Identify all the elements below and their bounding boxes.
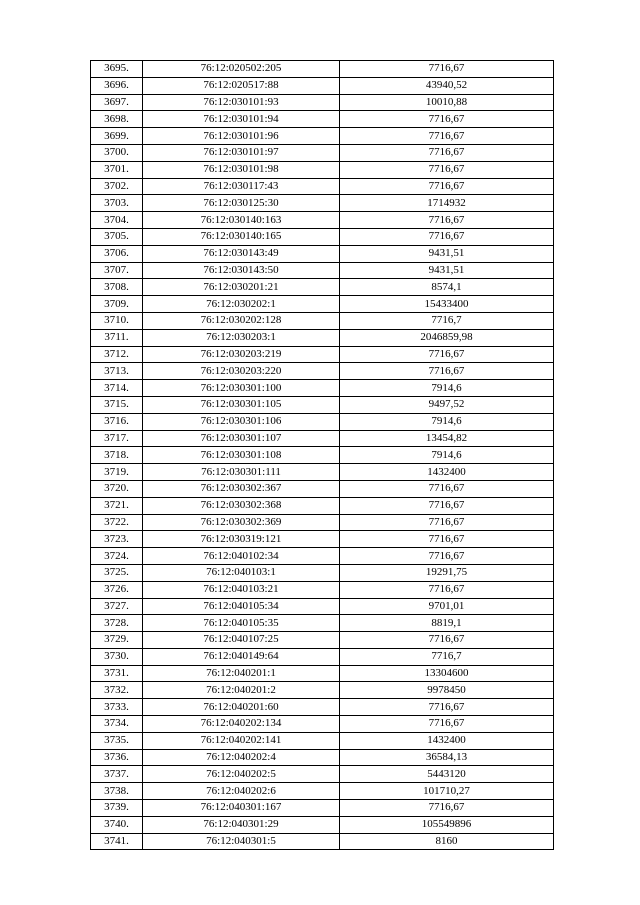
- value-cell: 1714932: [340, 195, 554, 212]
- value-cell: 1432400: [340, 732, 554, 749]
- row-number-cell: 3733.: [91, 699, 143, 716]
- row-number-cell: 3705.: [91, 228, 143, 245]
- table-row: [91, 749, 554, 766]
- value-cell: 7914,6: [340, 380, 554, 397]
- table-row: [91, 581, 554, 598]
- row-number-cell: 3702.: [91, 178, 143, 195]
- table-row: [91, 598, 554, 615]
- value-cell: 7716,67: [340, 548, 554, 565]
- cadastral-number-cell: 76:12:040103:21: [143, 581, 340, 598]
- row-number-cell: 3737.: [91, 766, 143, 783]
- cadastral-number-cell: 76:12:030203:1: [143, 329, 340, 346]
- row-number-cell: 3729.: [91, 632, 143, 649]
- row-number-cell: 3725.: [91, 564, 143, 581]
- cadastral-number-cell: 76:12:040107:25: [143, 632, 340, 649]
- row-number-cell: 3724.: [91, 548, 143, 565]
- row-number-cell: 3695.: [91, 61, 143, 78]
- table-row: [91, 111, 554, 128]
- table-row: [91, 564, 554, 581]
- row-number-cell: 3711.: [91, 329, 143, 346]
- value-cell: 7716,67: [340, 800, 554, 817]
- table-row: [91, 396, 554, 413]
- cadastral-number-cell: 76:12:030301:107: [143, 430, 340, 447]
- value-cell: 43940,52: [340, 77, 554, 94]
- table-row: [91, 61, 554, 78]
- row-number-cell: 3722.: [91, 514, 143, 531]
- table-row: [91, 279, 554, 296]
- cadastral-number-cell: 76:12:030101:97: [143, 144, 340, 161]
- table-row: [91, 262, 554, 279]
- cadastral-number-cell: 76:12:030101:98: [143, 161, 340, 178]
- value-cell: 36584,13: [340, 749, 554, 766]
- row-number-cell: 3731.: [91, 665, 143, 682]
- value-cell: 2046859,98: [340, 329, 554, 346]
- cadastral-number-cell: 76:12:030202:128: [143, 312, 340, 329]
- value-cell: 9701,01: [340, 598, 554, 615]
- value-cell: 7716,67: [340, 228, 554, 245]
- table-row: [91, 632, 554, 649]
- row-number-cell: 3719.: [91, 464, 143, 481]
- row-number-cell: 3738.: [91, 783, 143, 800]
- value-cell: 15433400: [340, 296, 554, 313]
- cadastral-number-cell: 76:12:040201:1: [143, 665, 340, 682]
- cadastral-number-cell: 76:12:030301:106: [143, 413, 340, 430]
- value-cell: 7716,7: [340, 312, 554, 329]
- value-cell: 7914,6: [340, 413, 554, 430]
- row-number-cell: 3716.: [91, 413, 143, 430]
- table-row: [91, 766, 554, 783]
- table-row: [91, 732, 554, 749]
- cadastral-number-cell: 76:12:030301:100: [143, 380, 340, 397]
- cadastral-number-cell: 76:12:030301:105: [143, 396, 340, 413]
- value-cell: 7716,67: [340, 363, 554, 380]
- row-number-cell: 3739.: [91, 800, 143, 817]
- row-number-cell: 3700.: [91, 144, 143, 161]
- value-cell: 8574,1: [340, 279, 554, 296]
- cadastral-number-cell: 76:12:030125:30: [143, 195, 340, 212]
- cadastral-number-cell: 76:12:040105:35: [143, 615, 340, 632]
- value-cell: 7716,67: [340, 346, 554, 363]
- table-row: [91, 833, 554, 850]
- table-row: [91, 615, 554, 632]
- cadastral-number-cell: 76:12:040201:60: [143, 699, 340, 716]
- value-cell: 7716,67: [340, 111, 554, 128]
- row-number-cell: 3740.: [91, 816, 143, 833]
- cadastral-number-cell: 76:12:040105:34: [143, 598, 340, 615]
- cadastral-number-cell: 76:12:040149:64: [143, 648, 340, 665]
- cadastral-number-cell: 76:12:020502:205: [143, 61, 340, 78]
- cadastral-number-cell: 76:12:030301:111: [143, 464, 340, 481]
- table-row: [91, 548, 554, 565]
- table-row: [91, 296, 554, 313]
- cadastral-number-cell: 76:12:040202:4: [143, 749, 340, 766]
- table-row: [91, 531, 554, 548]
- value-cell: 8819,1: [340, 615, 554, 632]
- table-row: [91, 178, 554, 195]
- value-cell: 9431,51: [340, 262, 554, 279]
- row-number-cell: 3701.: [91, 161, 143, 178]
- value-cell: 7716,67: [340, 632, 554, 649]
- cadastral-number-cell: 76:12:030302:369: [143, 514, 340, 531]
- cadastral-number-cell: 76:12:030117:43: [143, 178, 340, 195]
- value-cell: 7716,67: [340, 61, 554, 78]
- table-row: [91, 346, 554, 363]
- value-cell: 7716,67: [340, 161, 554, 178]
- row-number-cell: 3732.: [91, 682, 143, 699]
- row-number-cell: 3710.: [91, 312, 143, 329]
- table-row: [91, 413, 554, 430]
- row-number-cell: 3703.: [91, 195, 143, 212]
- cadastral-number-cell: 76:12:040301:5: [143, 833, 340, 850]
- row-number-cell: 3720.: [91, 480, 143, 497]
- cadastral-number-cell: 76:12:030302:368: [143, 497, 340, 514]
- cadastral-number-cell: 76:12:040201:2: [143, 682, 340, 699]
- value-cell: 7716,67: [340, 716, 554, 733]
- value-cell: 105549896: [340, 816, 554, 833]
- value-cell: 7716,67: [340, 212, 554, 229]
- row-number-cell: 3727.: [91, 598, 143, 615]
- row-number-cell: 3713.: [91, 363, 143, 380]
- cadastral-number-cell: 76:12:020517:88: [143, 77, 340, 94]
- table-row: [91, 228, 554, 245]
- table-row: [91, 648, 554, 665]
- value-cell: 7716,7: [340, 648, 554, 665]
- cadastral-number-cell: 76:12:040202:141: [143, 732, 340, 749]
- table-row: [91, 161, 554, 178]
- table-row: [91, 497, 554, 514]
- row-number-cell: 3704.: [91, 212, 143, 229]
- row-number-cell: 3734.: [91, 716, 143, 733]
- value-cell: 7716,67: [340, 178, 554, 195]
- value-cell: 101710,27: [340, 783, 554, 800]
- table-row: [91, 682, 554, 699]
- row-number-cell: 3697.: [91, 94, 143, 111]
- value-cell: 7716,67: [340, 144, 554, 161]
- row-number-cell: 3736.: [91, 749, 143, 766]
- table-row: [91, 665, 554, 682]
- row-number-cell: 3708.: [91, 279, 143, 296]
- value-cell: 13454,82: [340, 430, 554, 447]
- document-page: [90, 60, 553, 850]
- table-row: [91, 447, 554, 464]
- row-number-cell: 3715.: [91, 396, 143, 413]
- row-number-cell: 3699.: [91, 128, 143, 145]
- cadastral-number-cell: 76:12:040103:1: [143, 564, 340, 581]
- value-cell: 9431,51: [340, 245, 554, 262]
- cadastral-number-cell: 76:12:040301:29: [143, 816, 340, 833]
- cadastral-number-cell: 76:12:030203:219: [143, 346, 340, 363]
- row-number-cell: 3728.: [91, 615, 143, 632]
- row-number-cell: 3718.: [91, 447, 143, 464]
- cadastral-number-cell: 76:12:030140:163: [143, 212, 340, 229]
- table-row: [91, 94, 554, 111]
- table-row: [91, 77, 554, 94]
- cadastral-number-cell: 76:12:030202:1: [143, 296, 340, 313]
- cadastral-value-table: [90, 60, 554, 850]
- row-number-cell: 3735.: [91, 732, 143, 749]
- row-number-cell: 3717.: [91, 430, 143, 447]
- row-number-cell: 3706.: [91, 245, 143, 262]
- table-row: [91, 195, 554, 212]
- table-row: [91, 363, 554, 380]
- cadastral-number-cell: 76:12:040202:5: [143, 766, 340, 783]
- value-cell: 7914,6: [340, 447, 554, 464]
- value-cell: 7716,67: [340, 699, 554, 716]
- cadastral-number-cell: 76:12:030301:108: [143, 447, 340, 464]
- row-number-cell: 3730.: [91, 648, 143, 665]
- table-row: [91, 800, 554, 817]
- table-row: [91, 699, 554, 716]
- cadastral-number-cell: 76:12:040202:134: [143, 716, 340, 733]
- cadastral-number-cell: 76:12:030143:50: [143, 262, 340, 279]
- table-row: [91, 144, 554, 161]
- value-cell: 10010,88: [340, 94, 554, 111]
- value-cell: 13304600: [340, 665, 554, 682]
- value-cell: 8160: [340, 833, 554, 850]
- value-cell: 1432400: [340, 464, 554, 481]
- table-row: [91, 430, 554, 447]
- row-number-cell: 3714.: [91, 380, 143, 397]
- table-row: [91, 464, 554, 481]
- row-number-cell: 3726.: [91, 581, 143, 598]
- value-cell: 7716,67: [340, 497, 554, 514]
- table-row: [91, 245, 554, 262]
- value-cell: 9497,52: [340, 396, 554, 413]
- row-number-cell: 3712.: [91, 346, 143, 363]
- table-row: [91, 128, 554, 145]
- row-number-cell: 3723.: [91, 531, 143, 548]
- table-row: [91, 312, 554, 329]
- value-cell: 7716,67: [340, 531, 554, 548]
- value-cell: 9978450: [340, 682, 554, 699]
- table-row: [91, 212, 554, 229]
- row-number-cell: 3696.: [91, 77, 143, 94]
- value-cell: 7716,67: [340, 480, 554, 497]
- cadastral-number-cell: 76:12:040301:167: [143, 800, 340, 817]
- cadastral-number-cell: 76:12:030140:165: [143, 228, 340, 245]
- row-number-cell: 3698.: [91, 111, 143, 128]
- table-row: [91, 380, 554, 397]
- row-number-cell: 3709.: [91, 296, 143, 313]
- cadastral-number-cell: 76:12:030101:96: [143, 128, 340, 145]
- table-row: [91, 783, 554, 800]
- cadastral-number-cell: 76:12:030203:220: [143, 363, 340, 380]
- value-cell: 19291,75: [340, 564, 554, 581]
- value-cell: 7716,67: [340, 514, 554, 531]
- table-row: [91, 816, 554, 833]
- cadastral-number-cell: 76:12:030201:21: [143, 279, 340, 296]
- value-cell: 5443120: [340, 766, 554, 783]
- table-row: [91, 716, 554, 733]
- cadastral-number-cell: 76:12:030319:121: [143, 531, 340, 548]
- cadastral-number-cell: 76:12:040102:34: [143, 548, 340, 565]
- row-number-cell: 3707.: [91, 262, 143, 279]
- table-row: [91, 514, 554, 531]
- row-number-cell: 3741.: [91, 833, 143, 850]
- value-cell: 7716,67: [340, 128, 554, 145]
- table-body: [91, 61, 554, 850]
- value-cell: 7716,67: [340, 581, 554, 598]
- cadastral-number-cell: 76:12:040202:6: [143, 783, 340, 800]
- row-number-cell: 3721.: [91, 497, 143, 514]
- cadastral-number-cell: 76:12:030143:49: [143, 245, 340, 262]
- cadastral-number-cell: 76:12:030302:367: [143, 480, 340, 497]
- cadastral-number-cell: 76:12:030101:94: [143, 111, 340, 128]
- table-row: [91, 329, 554, 346]
- cadastral-number-cell: 76:12:030101:93: [143, 94, 340, 111]
- table-row: [91, 480, 554, 497]
